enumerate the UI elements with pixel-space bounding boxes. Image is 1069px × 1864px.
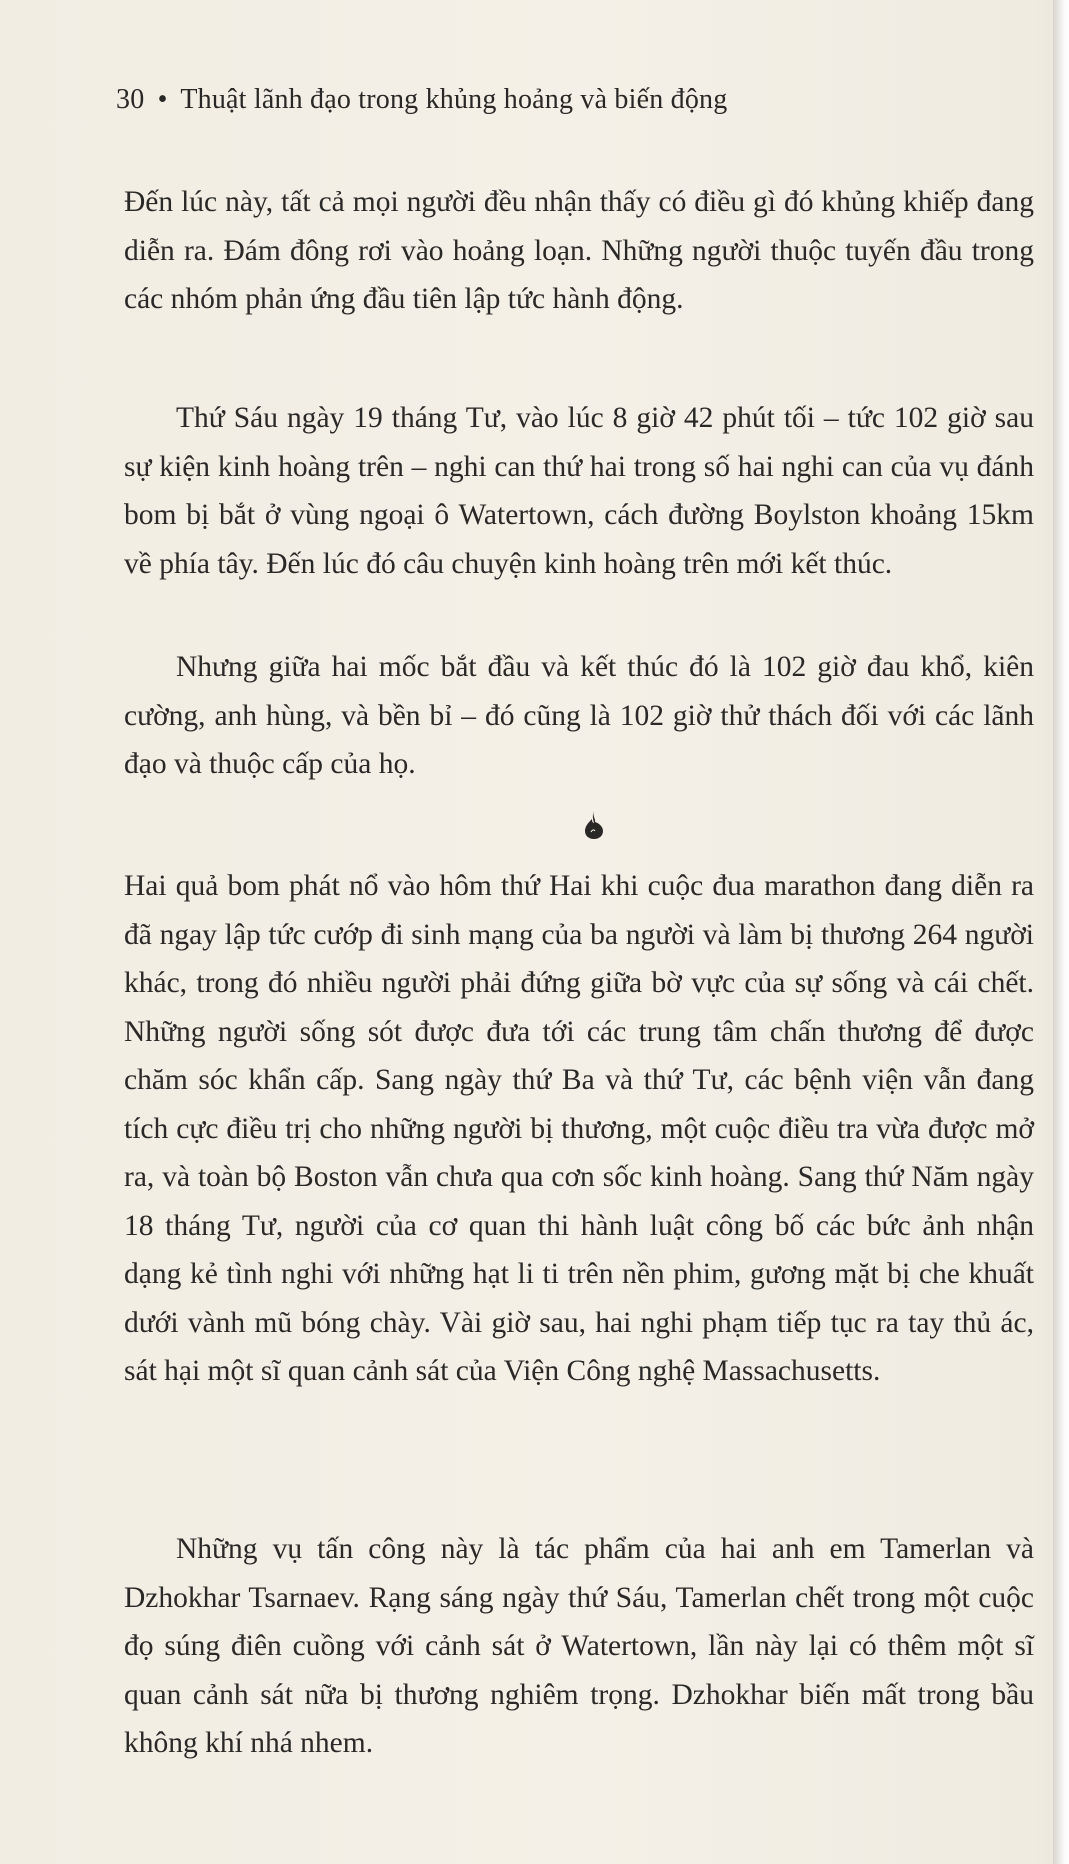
page-number: 30 xyxy=(116,84,145,115)
paragraph-block-4 xyxy=(124,862,1034,1396)
paragraph-block-2 xyxy=(124,394,1034,588)
paragraph: Đến lúc này, tất cả mọi người đều nhận thấy có điều gì đó khủng khiếp đang diễn ra. Đám đông rơi vào hoảng loạn. Những người thuộc tuyến đầu trong các nhóm phản ứng đầu tiên lập tức hành động. xyxy=(124,186,1034,315)
paragraph: Thứ Sáu ngày 19 tháng Tư, vào lúc 8 giờ 42 phút tối – tức 102 giờ sau sự kiện kinh hoàng trên – nghi can thứ hai trong số hai nghi can của vụ đánh bom bị bắt ở vùng ngoại ô Watertown, cách đường Boylston khoảng 15km về phía tây. Đến lúc đó câu chuyện kinh hoàng trên mới kết thúc. xyxy=(124,402,1034,580)
paragraph-block-1 xyxy=(124,178,1034,324)
paragraph: Những vụ tấn công này là tác phẩm của hai anh em Tamerlan và Dzhokhar Tsarnaev. Rạng sáng ngày thứ Sáu, Tamerlan chết trong một cuộc đọ súng điên cuồng với cảnh sát ở Watertown, lần này lại có thêm một sĩ quan cảnh sát nữa bị thương nghiêm trọng. Dzhokhar biến mất trong bầu không khí nhá nhem. xyxy=(124,1533,1034,1759)
flame-icon xyxy=(583,810,605,840)
paragraph: Hai quả bom phát nổ vào hôm thứ Hai khi cuộc đua marathon đang diễn ra đã ngay lập tức cướp đi sinh mạng của ba người và làm bị thương 264 người khác, trong đó nhiều người phải đứng giữa bờ vực của sự sống và cái chết. Những người sống sót được đưa tới các trung tâm chấn thương để được chăm sóc khẩn cấp. Sang ngày thứ Ba và thứ Tư, các bệnh viện vẫn đang tích cực điều trị cho những người bị thương, một cuộc điều tra vừa được mở ra, và toàn bộ Boston vẫn chưa qua cơn sốc kinh hoàng. Sang thứ Năm ngày 18 tháng Tư, người của cơ quan thi hành luật công bố các bức ảnh nhận dạng kẻ tình nghi với những hạt li ti trên nền phim, gương mặt bị che khuất dưới vành mũ bóng chày. Vài giờ sau, hai nghi phạm tiếp tục ra tay thủ ác, sát hại một sĩ quan cảnh sát của Viện Công nghệ Massachusetts. xyxy=(124,870,1034,1387)
paragraph-block-5 xyxy=(124,1525,1034,1768)
header-separator: • xyxy=(157,84,168,115)
paragraph: Nhưng giữa hai mốc bắt đầu và kết thúc đó là 102 giờ đau khổ, kiên cường, anh hùng, và bền bỉ – đó cũng là 102 giờ thử thách đối với các lãnh đạo và thuộc cấp của họ. xyxy=(124,651,1034,780)
book-title: Thuật lãnh đạo trong khủng hoảng và biến động xyxy=(180,84,728,115)
running-head xyxy=(116,84,727,116)
paragraph-block-3 xyxy=(124,643,1034,789)
page-edge xyxy=(1053,0,1069,1864)
